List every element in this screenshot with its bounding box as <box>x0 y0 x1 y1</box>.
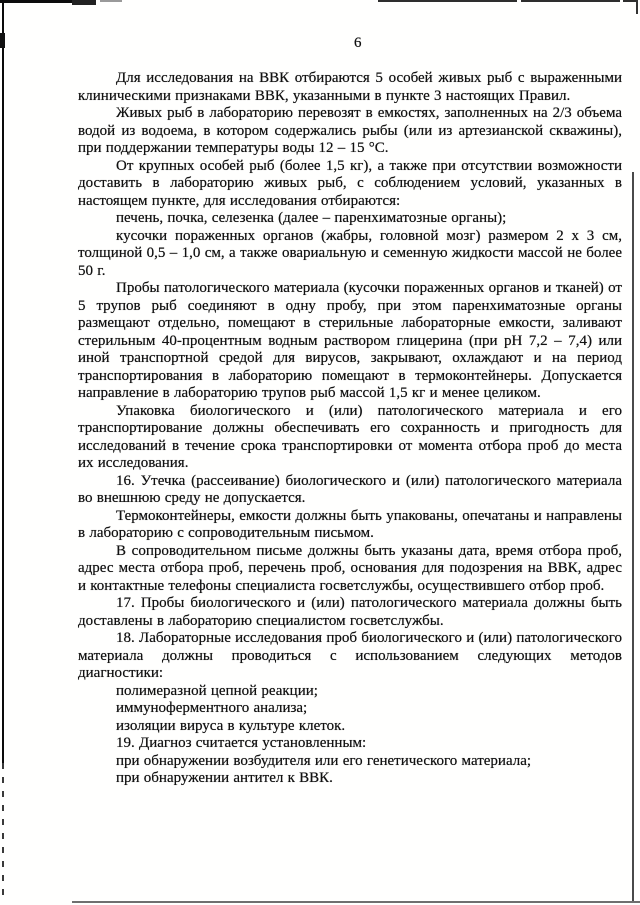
paragraph: при обнаружении возбудителя или его генетического материала; <box>116 752 532 769</box>
text-block <box>78 70 622 788</box>
page-border-top-left-tick <box>72 0 96 5</box>
page-border-right-tick <box>636 0 638 14</box>
paragraph: иммуноферментного анализа; <box>116 700 308 716</box>
paragraph: кусочки пораженных органов (жабры, головной мозг) размером 2 х 3 см, толщиной 0,5 – 1,0 см, а также овариальную и семенную жидкости массой не более 50 г. <box>78 227 622 279</box>
paragraph: Живых рыб в лабораторию перевозят в емкостях, заполненных на 2/3 объема водой из водоема, в котором содержались рыбы (или из артезианской скважины), при поддержании температуры воды 12 – 15 °С. <box>78 105 622 156</box>
page-border-top-right-2 <box>521 0 620 2</box>
page-number: 6 <box>354 35 362 51</box>
page-border-top-right-3 <box>623 0 637 2</box>
paragraph: Упаковка биологического и (или) патологического материала и его транспортирование должны обеспечивать его сохранность и пригодность для исследований в течение срока транспортировки от момента отбора проб до места их исследования. <box>78 402 622 471</box>
paragraph: 19. Диагноз считается установленным: <box>116 735 367 751</box>
paragraph: 16. Утечка (рассеивание) биологического и (или) патологического материала во внешнюю среду не допускается. <box>78 472 622 506</box>
paragraph: 18. Лабораторные исследования проб биологического и (или) патологического материала должны проводиться с использованием следующих методов диагностики: <box>78 630 622 681</box>
paragraph: Для исследования на ВВК отбираются 5 особей живых рыб с выраженными клиническими признаками ВВК, указанными в пункте 3 настоящих Правил. <box>78 70 622 104</box>
page-border-left-dashes <box>2 763 4 903</box>
page-border-top-right-1 <box>378 0 517 2</box>
paragraph: Пробы патологического материала (кусочки пораженных органов и тканей) от 5 трупов рыб соединяют в одну пробу, при этом паренхиматозные органы размещают отдельно, помещают в стерильные лабораторные емкости, заливают стерильным 40-процентным водным раствором глицерина (при рН 7,2 – 7,4) или иной транспортной средой для вирусов, закрывают, охлаждают и на период транспортирования в лабораторию помещают в термоконтейнеры. Допускается направление в лабораторию трупов рыб массой 1,5 кг и менее целиком. <box>78 280 622 401</box>
paragraph: 17. Пробы биологического и (или) патологического материала должны быть доставлены в лабораторию специалистом госветслужбы. <box>78 595 622 629</box>
paragraph: полимеразной цепной реакции; <box>116 682 318 699</box>
paragraph: печень, почка, селезенка (далее – паренхиматозные органы); <box>116 210 507 226</box>
page-border-bottom <box>72 901 640 903</box>
paragraph: В сопроводительном письме должны быть указаны дата, время отбора проб, адрес места отбора проб, перечень проб, основания для подозрения на ВВК, адрес и контактные телефоны специалиста госветслужбы, осуществившего отбор проб. <box>78 542 622 594</box>
page-border-top-gray <box>100 0 122 2</box>
paragraph: Термоконтейнеры, емкости должны быть упакованы, опечатаны и направлены в лабораторию с сопроводительным письмом. <box>78 507 622 541</box>
paragraph: при обнаружении антител к ВВК. <box>116 770 333 786</box>
page-border-top-left <box>0 0 96 3</box>
page-border-right <box>632 172 634 903</box>
paragraph: От крупных особей рыб (более 1,5 кг), а также при отсутствии возможности доставить в лабораторию живых рыб, с соблюдением условий, указанных в настоящем пункте, для исследования отбираются: <box>78 157 622 209</box>
paragraph: изоляции вируса в культуре клеток. <box>116 717 346 734</box>
page-border-left-tick <box>0 33 5 48</box>
page-border-left <box>2 0 4 763</box>
